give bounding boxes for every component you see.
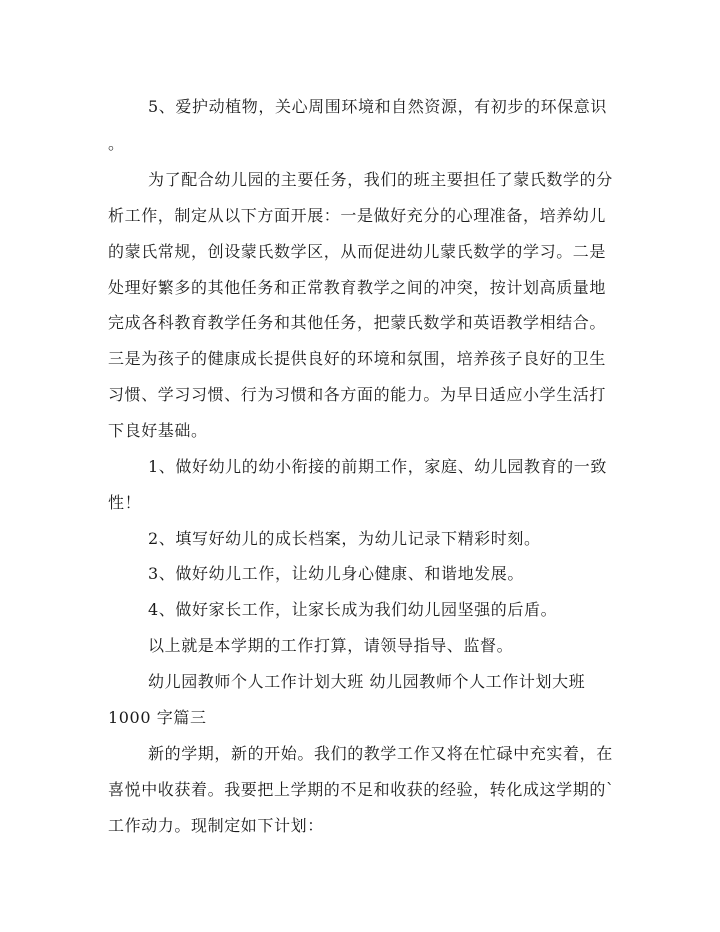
text-line-plan-item-5: 5、爱护动植物，关心周围环境和自然资源，有初步的环保意识 [148, 97, 607, 116]
text-line-paragraph-1: 下良好基础。 [108, 421, 208, 440]
text-line-paragraph-1: 处理好繁多的其他任务和正常教育教学之间的冲突，按计划高质量地 [108, 278, 607, 297]
text-line-list-item-1: 1、做好幼儿的幼小衔接的前期工作，家庭、幼儿园教育的一致 [148, 457, 607, 476]
text-line-section-title: 幼儿园教师个人工作计划大班 幼儿园教师个人工作计划大班 [148, 672, 586, 691]
text-line-list-item-4: 4、做好家长工作，让家长成为我们幼儿园坚强的后盾。 [148, 600, 558, 619]
text-line-paragraph-1: 三是为孩子的健康成长提供良好的环境和氛围，培养孩子良好的卫生 [108, 349, 607, 368]
text-line-plan-item-5-end: 。 [108, 134, 125, 153]
text-line-closing: 以上就是本学期的工作打算，请领导指导、监督。 [148, 636, 514, 655]
text-line-list-item-3: 3、做好幼儿工作，让幼儿身心健康、和谐地发展。 [148, 564, 524, 583]
text-line-list-item-2: 2、填写好幼儿的成长档案，为幼儿记录下精彩时刻。 [148, 529, 541, 548]
text-line-paragraph-1: 析工作，制定从以下方面开展：一是做好充分的心理准备，培养幼儿 [108, 206, 607, 225]
text-line-section-title-end: 1000 字篇三 [108, 708, 207, 727]
text-line-paragraph-1: 完成各科教育教学任务和其他任务，把蒙氏数学和英语教学相结合。 [108, 313, 607, 332]
text-line-list-item-1-end: 性！ [108, 493, 142, 512]
text-line-paragraph-2: 新的学期，新的开始。我们的教学工作又将在忙碌中充实着，在 [148, 744, 613, 763]
text-line-paragraph-1: 习惯、学习习惯、行为习惯和各方面的能力。为早日适应小学生活打 [108, 385, 607, 404]
text-line-paragraph-2: 喜悦中收获着。我要把上学期的不足和收获的经验，转化成这学期的` [108, 780, 615, 799]
text-line-paragraph-1: 为了配合幼儿园的主要任务，我们的班主要担任了蒙氏数学的分 [148, 170, 613, 189]
text-line-paragraph-2: 工作动力。现制定如下计划： [108, 816, 324, 835]
text-line-paragraph-1: 的蒙氏常规，创设蒙氏数学区，从而促进幼儿蒙氏数学的学习。二是 [108, 242, 607, 261]
